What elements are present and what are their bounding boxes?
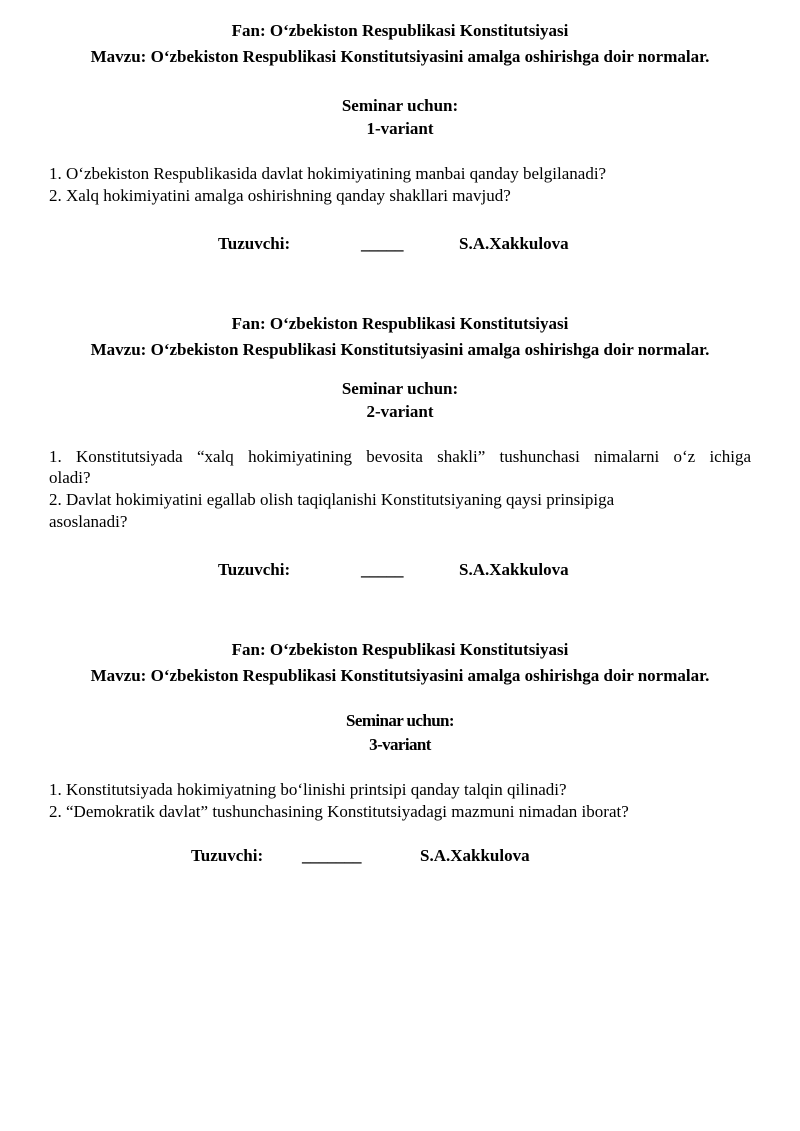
- variant-heading: 2-variant: [366, 402, 434, 421]
- subject-title: Fan: O‘zbekiston Respublikasi Konstitutsiyasi: [231, 640, 569, 659]
- signature-line: _____: [361, 560, 404, 579]
- question-2-line-2: asoslanadi?: [49, 512, 128, 531]
- topic-title: Mavzu: O‘zbekiston Respublikasi Konstitutsiyasini amalga oshirishga doir normalar.: [90, 666, 710, 685]
- variant-heading: 3-variant: [369, 735, 431, 754]
- author-name: S.A.Xakkulova: [459, 560, 569, 579]
- subject-title: Fan: O‘zbekiston Respublikasi Konstitutsiyasi: [231, 21, 569, 40]
- question-2: 2. “Demokratik davlat” tushunchasining Konstitutsiyadagi mazmuni nimadan iborat?: [49, 802, 629, 821]
- question-1-line-1: 1. Konstitutsiyada “xalq hokimiyatining bevosita shakli” tushunchasi nimalarni o‘z ichiga: [49, 447, 751, 466]
- topic-title: Mavzu: O‘zbekiston Respublikasi Konstitutsiyasini amalga oshirishga doir normalar.: [90, 340, 710, 359]
- question-2-line-1: 2. Davlat hokimiyatini egallab olish taqiqlanishi Konstitutsiyaning qaysi prinsipiga: [49, 490, 615, 509]
- author-label: Tuzuvchi:: [191, 846, 264, 865]
- seminar-heading: Seminar uchun:: [341, 379, 459, 398]
- seminar-heading: Seminar uchun:: [341, 96, 459, 115]
- question-1: 1. O‘zbekiston Respublikasida davlat hokimiyatining manbai qanday belgilanadi?: [49, 164, 607, 183]
- author-label: Tuzuvchi:: [218, 234, 291, 253]
- author-name: S.A.Xakkulova: [420, 846, 530, 865]
- seminar-heading: Seminar uchun:: [346, 711, 454, 730]
- question-2: 2. Xalq hokimiyatini amalga oshirishning qanday shakllari mavjud?: [49, 186, 511, 205]
- author-label: Tuzuvchi:: [218, 560, 291, 579]
- signature-line: _____: [361, 234, 404, 253]
- topic-title: Mavzu: O‘zbekiston Respublikasi Konstitutsiyasini amalga oshirishga doir normalar.: [90, 47, 710, 66]
- author-name: S.A.Xakkulova: [459, 234, 569, 253]
- question-1-line-2: oladi?: [49, 468, 91, 487]
- signature-line: _______: [302, 846, 362, 865]
- subject-title: Fan: O‘zbekiston Respublikasi Konstitutsiyasi: [231, 314, 569, 333]
- variant-heading: 1-variant: [366, 119, 434, 138]
- question-1: 1. Konstitutsiyada hokimiyatning bo‘linishi printsipi qanday talqin qilinadi?: [49, 780, 567, 799]
